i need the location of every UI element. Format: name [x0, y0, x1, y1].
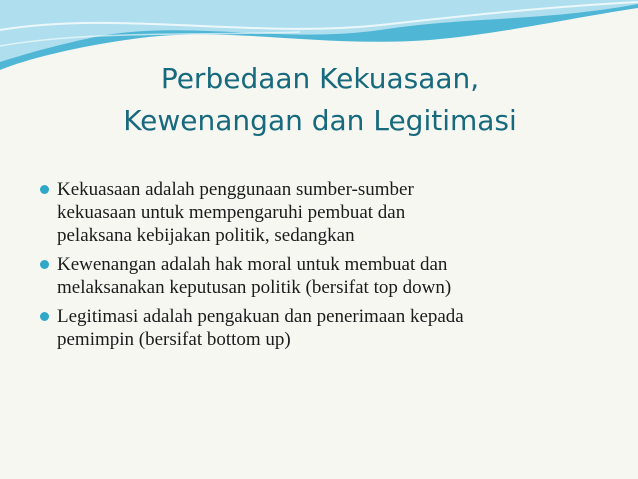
bullet-dot-icon: [40, 312, 49, 321]
bullet-line: Kekuasaan adalah penggunaan sumber-sumber: [57, 179, 414, 200]
bullet-line: kekuasaan untuk mempengaruhi pembuat dan: [57, 202, 406, 223]
bullet-line: pelaksana kebijakan politik, sedangkan: [57, 225, 355, 246]
bullet-line: Legitimasi adalah pengakuan dan penerimaan kepada: [57, 306, 464, 327]
bullet-item-kewenangan: [0, 253, 602, 299]
slide-title-line-1: Perbedaan Kekuasaan,: [160, 62, 480, 95]
bullet-list: [0, 178, 638, 357]
slide-title: [20, 58, 620, 142]
bullet-line: melaksanakan keputusan politik (bersifat top down): [57, 277, 452, 298]
bullet-line: Kewenangan adalah hak moral untuk membuat dan: [57, 254, 448, 275]
bullet-item-legitimasi: [0, 305, 602, 351]
bullet-line: pemimpin (bersifat bottom up): [57, 329, 291, 350]
bullet-dot-icon: [40, 260, 49, 269]
bullet-item-kekuasaan: [0, 178, 602, 247]
bullet-dot-icon: [40, 185, 49, 194]
slide-title-line-2: Kewenangan dan Legitimasi: [123, 104, 517, 137]
